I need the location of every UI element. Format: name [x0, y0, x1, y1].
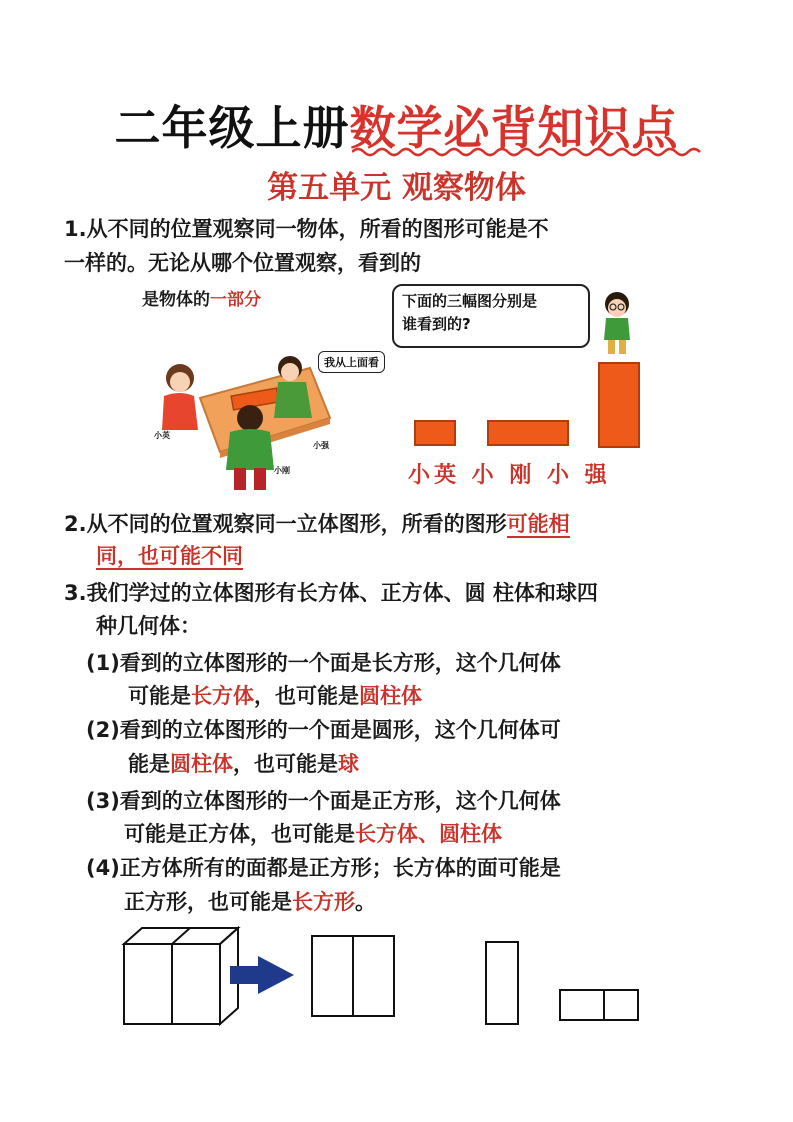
- cuboid-3d: [124, 928, 238, 1024]
- top-view: [560, 990, 638, 1020]
- view-shape-xiaogang: [487, 420, 569, 446]
- title-main: 二年级上册: [114, 101, 350, 155]
- front-view: [312, 936, 394, 1016]
- item3-line1: (3)看到的立体图形的一个面是正方形，这个几何体: [86, 789, 561, 813]
- wavy-underline: [352, 146, 704, 158]
- item4-text-a: 正方形，也可能是: [124, 890, 292, 914]
- point2-line1: [64, 508, 570, 538]
- item4-line1: (4)正方体所有的面都是正方形；长方体的面可能是: [86, 856, 561, 880]
- point2-line1-red: 可能相: [506, 512, 570, 536]
- point2-line2: [96, 540, 243, 570]
- title-accent: 数学必背知识点: [349, 101, 679, 155]
- view-shape-xiaoqiang: [598, 362, 640, 448]
- item1-text-b: ，也可能是: [254, 684, 359, 708]
- item2-red2: 球: [338, 752, 359, 776]
- view-shape-xiaoying: [414, 420, 456, 446]
- item1-red2: 圆柱体: [359, 684, 422, 708]
- kid-label-xiaoying: 小英: [154, 431, 170, 440]
- question-line2: 谁看到的?: [402, 314, 471, 333]
- point1-line3: [142, 285, 261, 310]
- item4-red1: 长方形: [292, 890, 355, 914]
- point1-line2: 一样的。无论从哪个位置观察，看到的: [64, 251, 421, 275]
- point2-line1-prefix: 2.从不同的位置观察同一立体图形，所看的图形: [64, 512, 507, 536]
- item2-line1: (2)看到的立体图形的一个面是圆形，这个几何体可: [86, 718, 561, 742]
- item2-line2: [128, 748, 359, 778]
- side-view: [486, 942, 518, 1024]
- question-line1: 下面的三幅图分别是: [402, 292, 538, 310]
- point1-line1: 1.从不同的位置观察同一物体，所看的图形可能是不: [64, 217, 549, 241]
- item2-text-b: ，也可能是: [233, 752, 338, 776]
- question-bubble: [392, 284, 590, 348]
- section-title: 第五单元 观察物体: [267, 170, 526, 206]
- names-row: 小英 小 刚 小 强: [408, 463, 611, 488]
- item2-text-a: 能是: [128, 752, 170, 776]
- point1-line3-red: 一部分: [210, 290, 261, 310]
- item3-line2: [124, 818, 502, 848]
- kid-label-xiaoqiang: 小强: [313, 441, 329, 450]
- item4-text-b: 。: [355, 890, 376, 914]
- item4-line2: [124, 886, 376, 916]
- standing-boy-illustration: [594, 288, 640, 356]
- point1-line3-prefix: 是物体的: [142, 290, 210, 310]
- top-view-bubble: 我从上面看: [318, 351, 385, 373]
- item3-text-a: 可能是正方体，也可能是: [124, 822, 355, 846]
- kid-label-xiaogang: 小刚: [274, 466, 290, 475]
- point2-line2-red: 同，也可能不同: [96, 544, 243, 568]
- item1-line2: [128, 680, 422, 710]
- item2-red1: 圆柱体: [170, 752, 233, 776]
- item1-red1: 长方体: [191, 684, 254, 708]
- point3-line2: 种几何体：: [96, 614, 201, 638]
- item1-line1: (1)看到的立体图形的一个面是长方形，这个几何体: [86, 651, 561, 675]
- item3-red1: 长方体、圆柱体: [355, 822, 502, 846]
- cuboid-views-diagram: [118, 920, 658, 1032]
- point3-line1: 3.我们学过的立体图形有长方体、正方体、圆 柱体和球四: [64, 581, 598, 605]
- item1-text-a: 可能是: [128, 684, 191, 708]
- arrow-icon: [230, 956, 294, 994]
